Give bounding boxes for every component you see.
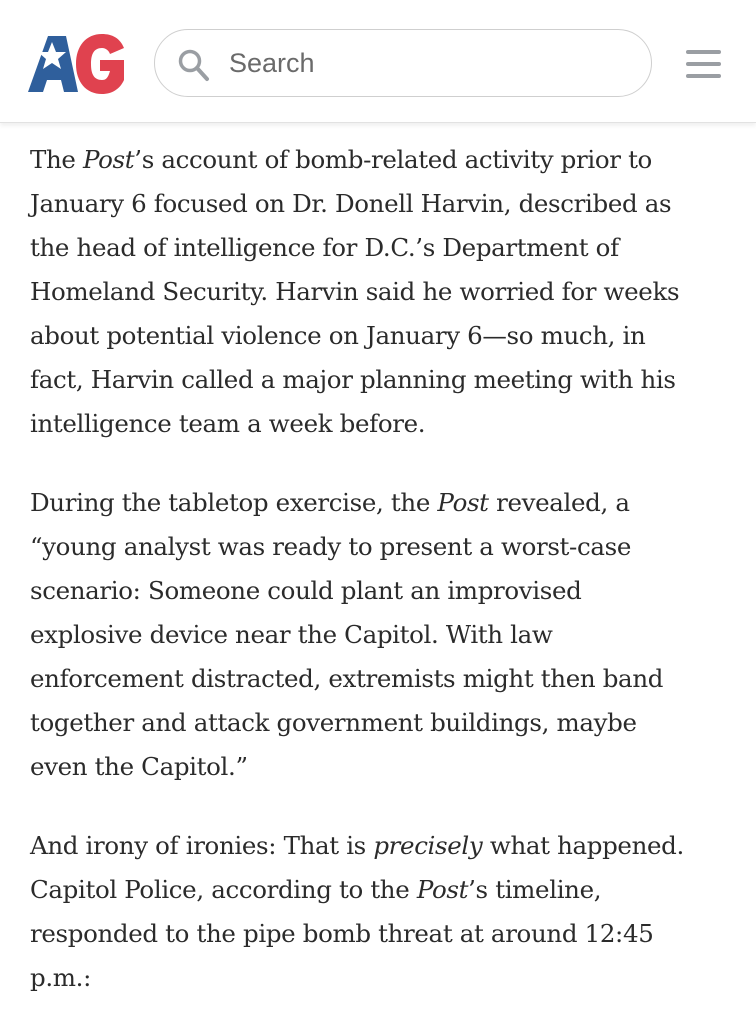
text-line <box>30 613 750 657</box>
search-icon <box>177 48 211 82</box>
text-line <box>30 358 750 402</box>
text-line <box>30 226 750 270</box>
text-line <box>30 270 750 314</box>
article-paragraph <box>30 481 750 789</box>
text-run: explosive device near the Capitol. With law <box>30 620 553 649</box>
text-line <box>30 138 750 182</box>
article-paragraph <box>30 824 750 1000</box>
text-run: During the tabletop exercise, the <box>30 488 438 517</box>
hamburger-menu-icon[interactable] <box>684 48 724 80</box>
text-line <box>30 314 750 358</box>
text-line <box>30 525 750 569</box>
text-run: January 6 focused on Dr. Donell Harvin, described as <box>30 189 672 218</box>
text-line <box>30 481 750 525</box>
text-run: ’s account of bomb-related activity prior to <box>134 145 652 174</box>
text-run: enforcement distracted, extremists might then band <box>30 664 664 693</box>
text-run: p.m.: <box>30 963 91 992</box>
text-line <box>30 701 750 745</box>
site-logo[interactable] <box>28 34 126 94</box>
text-run: And irony of ironies: That is <box>30 831 374 860</box>
italic-text: Post <box>416 875 469 904</box>
text-run: fact, Harvin called a major planning meeting with his <box>30 365 676 394</box>
text-run: Capitol Police, according to the <box>30 875 417 904</box>
site-header <box>0 0 756 123</box>
text-run: ’s timeline, <box>468 875 602 904</box>
text-line <box>30 956 750 1000</box>
text-run: what happened. <box>482 831 684 860</box>
text-run: Homeland Security. Harvin said he worried for weeks <box>30 277 680 306</box>
search-box[interactable] <box>154 29 652 97</box>
italic-text: Post <box>83 145 135 174</box>
text-line <box>30 868 750 912</box>
text-run: the head of intelligence for D.C.’s Department of <box>30 233 619 262</box>
text-line <box>30 824 750 868</box>
text-line <box>30 745 750 789</box>
italic-text: precisely <box>373 831 483 860</box>
text-run: scenario: Someone could plant an improvised <box>30 576 582 605</box>
text-run: revealed, a <box>488 488 630 517</box>
text-run: intelligence team a week before. <box>30 409 426 438</box>
article-body <box>30 138 750 1035</box>
text-run: “young analyst was ready to present a worst-case <box>30 532 631 561</box>
text-line <box>30 569 750 613</box>
article-paragraph <box>30 138 750 446</box>
text-line <box>30 402 750 446</box>
italic-text: Post <box>437 488 489 517</box>
text-run: responded to the pipe bomb threat at around 12:45 <box>30 919 654 948</box>
text-run: together and attack government buildings, maybe <box>30 708 637 737</box>
text-line <box>30 182 750 226</box>
text-line <box>30 912 750 956</box>
text-line <box>30 657 750 701</box>
search-input[interactable] <box>229 40 629 86</box>
text-run: even the Capitol.” <box>30 752 248 781</box>
text-run: The <box>30 145 84 174</box>
text-run: about potential violence on January 6—so much, in <box>30 321 646 350</box>
